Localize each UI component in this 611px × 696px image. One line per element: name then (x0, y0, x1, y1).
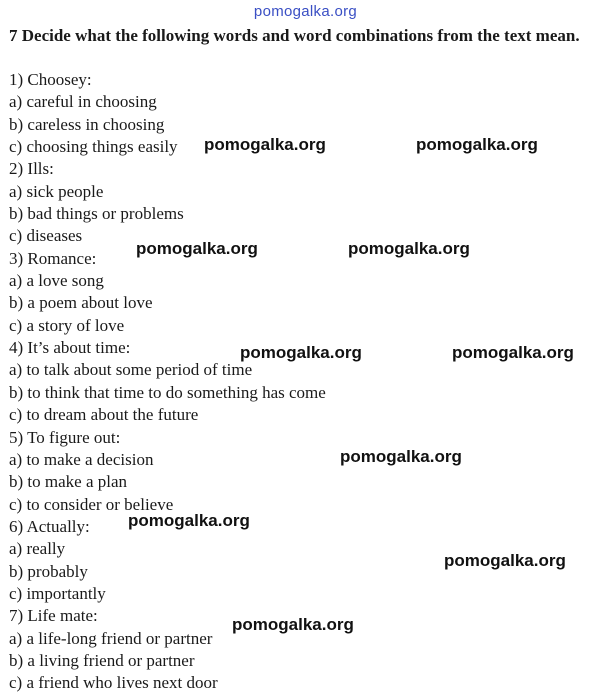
question-title: 3) Romance: (9, 248, 97, 268)
watermark: pomogalka.org (240, 343, 362, 362)
answer-option: c) diseases (9, 226, 83, 246)
answer-option: c) to consider or believe (9, 494, 174, 514)
answer-option: c) importantly (9, 583, 106, 603)
watermark: pomogalka.org (340, 447, 462, 466)
answer-option: c) to dream about the future (9, 405, 199, 425)
question-title: 1) Choosey: (9, 70, 92, 89)
answer-option: b) a living friend or partner (9, 650, 195, 670)
answer-option: c) a story of love (9, 315, 125, 335)
answer-option: c) a friend who lives next door (9, 673, 218, 693)
question-title: 4) It’s about time: (9, 338, 131, 358)
answer-option: b) a poem about love (9, 293, 153, 313)
answer-option: c) choosing things easily (9, 137, 178, 157)
watermark: pomogalka.org (204, 135, 326, 154)
answer-option: b) bad things or problems (9, 204, 184, 224)
question-title: 5) To figure out: (9, 427, 121, 447)
question-title: 7) Life mate: (9, 606, 98, 626)
answer-option: b) careless in choosing (9, 114, 165, 134)
exercise-heading: 7 Decide what the following words and word combinations from the text mean. (9, 26, 580, 45)
watermark: pomogalka.org (452, 343, 574, 362)
watermark: pomogalka.org (348, 239, 470, 258)
exercise-lines (9, 69, 326, 695)
watermark: pomogalka.org (416, 135, 538, 154)
answer-option: a) careful in choosing (9, 92, 157, 112)
watermark: pomogalka.org (136, 239, 258, 258)
question-title: 2) Ills: (9, 159, 54, 179)
watermark: pomogalka.org (444, 551, 566, 570)
answer-option: b) probably (9, 561, 88, 581)
answer-option: b) to make a plan (9, 472, 128, 492)
answer-option: a) a love song (9, 271, 104, 291)
answer-option: a) to talk about some period of time (9, 360, 253, 380)
answer-option: a) to make a decision (9, 449, 154, 469)
answer-option: b) to think that time to do something has come (9, 382, 326, 402)
answer-option: a) a life-long friend or partner (9, 628, 213, 648)
site-banner: pomogalka.org (253, 3, 358, 20)
answer-option: a) really (9, 539, 66, 559)
question-title: 6) Actually: (9, 516, 90, 536)
watermark: pomogalka.org (128, 511, 250, 530)
watermark: pomogalka.org (232, 615, 354, 634)
answer-option: a) sick people (9, 181, 104, 201)
